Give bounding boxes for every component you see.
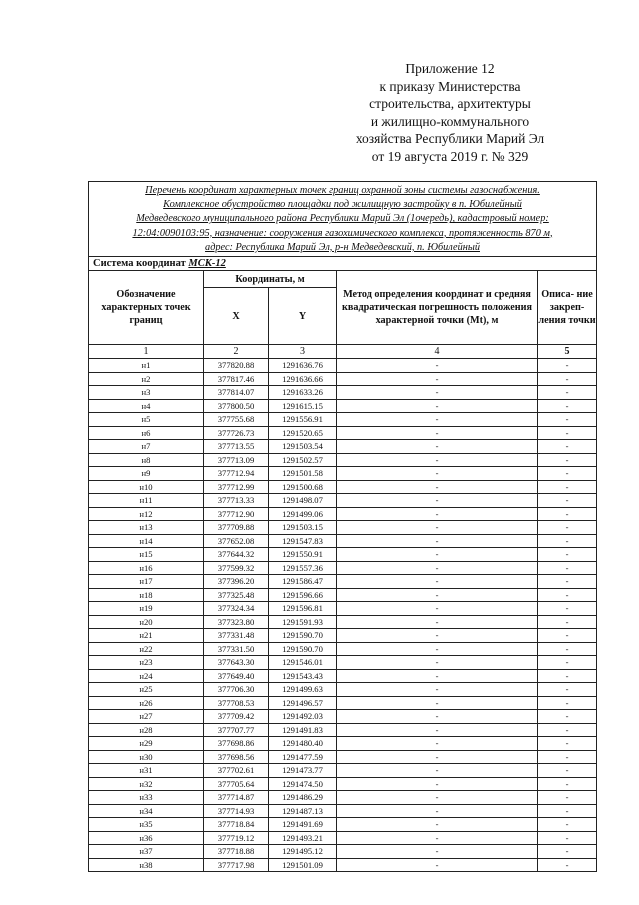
table-row	[89, 426, 597, 440]
coordinate-system-value: МСК-12	[188, 258, 226, 270]
table-row	[89, 507, 597, 521]
coord-y: 1291486.29	[269, 791, 337, 805]
method-value: -	[337, 372, 538, 386]
method-value: -	[337, 845, 538, 859]
coord-y: 1291491.83	[269, 723, 337, 737]
table-row	[89, 669, 597, 683]
description-value: -	[538, 588, 597, 602]
coord-x: 377714.87	[204, 791, 269, 805]
header-coordinates: Координаты, м	[204, 271, 337, 288]
coord-y: 1291596.81	[269, 602, 337, 616]
table-row	[89, 656, 597, 670]
coord-y: 1291590.70	[269, 629, 337, 643]
method-value: -	[337, 399, 538, 413]
table-row	[89, 534, 597, 548]
point-id: н7	[89, 440, 204, 454]
description-value: -	[538, 534, 597, 548]
coord-x: 377396.20	[204, 575, 269, 589]
table-row	[89, 575, 597, 589]
table-row	[89, 737, 597, 751]
description-value: -	[538, 480, 597, 494]
method-value: -	[337, 575, 538, 589]
table-row	[89, 480, 597, 494]
point-id: н6	[89, 426, 204, 440]
description-value: -	[538, 737, 597, 751]
table-row	[89, 372, 597, 386]
method-value: -	[337, 588, 538, 602]
point-id: н36	[89, 831, 204, 845]
method-value: -	[337, 710, 538, 724]
table-row	[89, 602, 597, 616]
coord-y: 1291500.68	[269, 480, 337, 494]
method-value: -	[337, 426, 538, 440]
table-row	[89, 723, 597, 737]
appendix-line: и жилищно-коммунального	[370, 113, 530, 129]
coord-x: 377717.98	[204, 858, 269, 872]
coordinate-system-row	[89, 257, 597, 271]
method-value: -	[337, 804, 538, 818]
coord-x: 377709.88	[204, 521, 269, 535]
appendix-line: к приказу Министерства	[379, 78, 521, 94]
method-value: -	[337, 696, 538, 710]
description-value: -	[538, 521, 597, 535]
method-value: -	[337, 548, 538, 562]
point-id: н4	[89, 399, 204, 413]
coord-x: 377705.64	[204, 777, 269, 791]
table-row	[89, 440, 597, 454]
method-value: -	[337, 467, 538, 481]
table-row	[89, 494, 597, 508]
description-value: -	[538, 399, 597, 413]
coord-x: 377702.61	[204, 764, 269, 778]
coord-x: 377599.32	[204, 561, 269, 575]
table-row	[89, 683, 597, 697]
method-value: -	[337, 534, 538, 548]
point-id: н26	[89, 696, 204, 710]
point-id: н20	[89, 615, 204, 629]
description-value: -	[538, 453, 597, 467]
table-row	[89, 548, 597, 562]
coord-x: 377800.50	[204, 399, 269, 413]
method-value: -	[337, 831, 538, 845]
appendix-line: Приложение 12	[405, 61, 495, 76]
coord-x: 377719.12	[204, 831, 269, 845]
point-id: н33	[89, 791, 204, 805]
method-value: -	[337, 683, 538, 697]
description-value: -	[538, 467, 597, 481]
coord-y: 1291520.65	[269, 426, 337, 440]
header-method: Метод определения координат и средняя квадратическая погрешность положения характерной точки (Mt), м	[337, 271, 538, 345]
column-number: 5	[538, 345, 597, 359]
coord-x: 377713.33	[204, 494, 269, 508]
description-value: -	[538, 561, 597, 575]
coord-y: 1291557.36	[269, 561, 337, 575]
method-value: -	[337, 777, 538, 791]
coord-y: 1291503.54	[269, 440, 337, 454]
point-id: н32	[89, 777, 204, 791]
description-value: -	[538, 683, 597, 697]
table-row	[89, 467, 597, 481]
description-value: -	[538, 804, 597, 818]
description-value: -	[538, 750, 597, 764]
description-value: -	[538, 359, 597, 373]
table-row	[89, 764, 597, 778]
coord-y: 1291492.03	[269, 710, 337, 724]
point-id: н14	[89, 534, 204, 548]
coord-y: 1291474.50	[269, 777, 337, 791]
description-value: -	[538, 858, 597, 872]
point-id: н30	[89, 750, 204, 764]
table-title	[89, 182, 597, 257]
column-number: 1	[89, 345, 204, 359]
description-value: -	[538, 669, 597, 683]
method-value: -	[337, 440, 538, 454]
method-value: -	[337, 791, 538, 805]
table-row	[89, 710, 597, 724]
coord-x: 377726.73	[204, 426, 269, 440]
appendix-line: от 19 августа 2019 г. № 329	[371, 148, 529, 164]
description-value: -	[538, 777, 597, 791]
coordinate-system-label: Система координат	[93, 258, 186, 270]
method-value: -	[337, 480, 538, 494]
column-number: 3	[269, 345, 337, 359]
method-value: -	[337, 750, 538, 764]
method-value: -	[337, 615, 538, 629]
point-id: н37	[89, 845, 204, 859]
point-id: н34	[89, 804, 204, 818]
coord-y: 1291503.15	[269, 521, 337, 535]
table-row	[89, 629, 597, 643]
coord-x: 377331.48	[204, 629, 269, 643]
coord-y: 1291496.57	[269, 696, 337, 710]
appendix-header	[330, 60, 570, 165]
table-row	[89, 696, 597, 710]
coord-x: 377714.93	[204, 804, 269, 818]
table-row	[89, 413, 597, 427]
coord-x: 377713.09	[204, 453, 269, 467]
coord-x: 377713.55	[204, 440, 269, 454]
coordinates-table	[88, 181, 597, 872]
description-value: -	[538, 831, 597, 845]
description-value: -	[538, 723, 597, 737]
point-id: н18	[89, 588, 204, 602]
point-id: н22	[89, 642, 204, 656]
description-value: -	[538, 615, 597, 629]
appendix-line: строительства, архитектуры	[369, 96, 531, 111]
method-value: -	[337, 642, 538, 656]
table-row	[89, 521, 597, 535]
coord-y: 1291636.66	[269, 372, 337, 386]
description-value: -	[538, 386, 597, 400]
point-id: н1	[89, 359, 204, 373]
coord-x: 377644.32	[204, 548, 269, 562]
point-id: н16	[89, 561, 204, 575]
header-description: Описа- ние закреп- ления точки	[538, 271, 597, 345]
point-id: н23	[89, 656, 204, 670]
description-value: -	[538, 440, 597, 454]
appendix-line: хозяйства Республики Марий Эл	[355, 131, 545, 146]
coord-y: 1291495.12	[269, 845, 337, 859]
coord-x: 377325.48	[204, 588, 269, 602]
description-value: -	[538, 507, 597, 521]
method-value: -	[337, 359, 538, 373]
point-id: н17	[89, 575, 204, 589]
coord-x: 377649.40	[204, 669, 269, 683]
point-id: н29	[89, 737, 204, 751]
method-value: -	[337, 386, 538, 400]
coord-x: 377706.30	[204, 683, 269, 697]
method-value: -	[337, 521, 538, 535]
description-value: -	[538, 602, 597, 616]
method-value: -	[337, 602, 538, 616]
coord-x: 377331.50	[204, 642, 269, 656]
table-row	[89, 818, 597, 832]
table-row	[89, 561, 597, 575]
point-id: н8	[89, 453, 204, 467]
table-title-line: Перечень координат характерных точек границ охранной зоны системы газоснабжения.	[145, 185, 540, 196]
coord-y: 1291543.43	[269, 669, 337, 683]
coord-y: 1291615.15	[269, 399, 337, 413]
description-value: -	[538, 548, 597, 562]
coord-y: 1291546.01	[269, 656, 337, 670]
header-y: Y	[269, 288, 337, 345]
table-title-line: Комплексное обустройство площадки под жилищную застройку в п. Юбилейный	[163, 199, 522, 211]
description-value: -	[538, 372, 597, 386]
table-row	[89, 804, 597, 818]
point-id: н21	[89, 629, 204, 643]
point-id: н3	[89, 386, 204, 400]
coord-x: 377817.46	[204, 372, 269, 386]
coord-x: 377820.88	[204, 359, 269, 373]
table-row	[89, 831, 597, 845]
point-id: н11	[89, 494, 204, 508]
table-row	[89, 453, 597, 467]
description-value: -	[538, 845, 597, 859]
coord-y: 1291547.83	[269, 534, 337, 548]
description-value: -	[538, 696, 597, 710]
method-value: -	[337, 656, 538, 670]
point-id: н24	[89, 669, 204, 683]
coord-x: 377323.80	[204, 615, 269, 629]
description-value: -	[538, 791, 597, 805]
point-id: н9	[89, 467, 204, 481]
method-value: -	[337, 723, 538, 737]
coord-y: 1291596.66	[269, 588, 337, 602]
coord-x: 377652.08	[204, 534, 269, 548]
table-row	[89, 588, 597, 602]
point-id: н13	[89, 521, 204, 535]
method-value: -	[337, 507, 538, 521]
point-id: н35	[89, 818, 204, 832]
coord-x: 377698.86	[204, 737, 269, 751]
coord-x: 377718.88	[204, 845, 269, 859]
coord-x: 377712.90	[204, 507, 269, 521]
coord-x: 377718.84	[204, 818, 269, 832]
point-id: н19	[89, 602, 204, 616]
point-id: н28	[89, 723, 204, 737]
point-id: н12	[89, 507, 204, 521]
table-row	[89, 642, 597, 656]
method-value: -	[337, 737, 538, 751]
coord-x: 377708.53	[204, 696, 269, 710]
table-row	[89, 399, 597, 413]
point-id: н15	[89, 548, 204, 562]
description-value: -	[538, 642, 597, 656]
table-title-line: адрес: Республика Марий Эл, р-н Медведевский, п. Юбилейный	[205, 241, 480, 253]
description-value: -	[538, 710, 597, 724]
coord-y: 1291591.93	[269, 615, 337, 629]
coord-y: 1291633.26	[269, 386, 337, 400]
coord-x: 377698.56	[204, 750, 269, 764]
method-value: -	[337, 494, 538, 508]
method-value: -	[337, 629, 538, 643]
coord-x: 377709.42	[204, 710, 269, 724]
method-value: -	[337, 453, 538, 467]
point-id: н10	[89, 480, 204, 494]
coord-x: 377814.07	[204, 386, 269, 400]
coord-x: 377712.94	[204, 467, 269, 481]
coord-y: 1291491.69	[269, 818, 337, 832]
coord-x: 377755.68	[204, 413, 269, 427]
coord-y: 1291498.07	[269, 494, 337, 508]
description-value: -	[538, 494, 597, 508]
description-value: -	[538, 413, 597, 427]
coord-y: 1291473.77	[269, 764, 337, 778]
point-id: н31	[89, 764, 204, 778]
coord-y: 1291586.47	[269, 575, 337, 589]
coord-y: 1291556.91	[269, 413, 337, 427]
method-value: -	[337, 764, 538, 778]
coord-x: 377707.77	[204, 723, 269, 737]
column-number: 2	[204, 345, 269, 359]
point-id: н25	[89, 683, 204, 697]
table-row	[89, 615, 597, 629]
table-row	[89, 386, 597, 400]
coord-x: 377712.99	[204, 480, 269, 494]
description-value: -	[538, 575, 597, 589]
description-value: -	[538, 629, 597, 643]
coord-y: 1291550.91	[269, 548, 337, 562]
coord-x: 377324.34	[204, 602, 269, 616]
description-value: -	[538, 818, 597, 832]
coord-y: 1291499.63	[269, 683, 337, 697]
point-id: н2	[89, 372, 204, 386]
description-value: -	[538, 426, 597, 440]
coord-y: 1291590.70	[269, 642, 337, 656]
table-row	[89, 777, 597, 791]
point-id: н38	[89, 858, 204, 872]
table-title-line: Медведевского муниципального района Республики Марий Эл (1очередь), кадастровый номер:	[136, 213, 549, 225]
coord-y: 1291477.59	[269, 750, 337, 764]
coord-y: 1291636.76	[269, 359, 337, 373]
method-value: -	[337, 858, 538, 872]
coord-y: 1291499.06	[269, 507, 337, 521]
table-title-line: 12:04:0090103:95, назначение: сооружения газохимического комплекса, протяженность 870 м,	[132, 227, 553, 239]
description-value: -	[538, 656, 597, 670]
coord-y: 1291493.21	[269, 831, 337, 845]
coord-y: 1291501.58	[269, 467, 337, 481]
point-id: н5	[89, 413, 204, 427]
table-row	[89, 858, 597, 872]
method-value: -	[337, 413, 538, 427]
table-row	[89, 845, 597, 859]
coord-y: 1291501.09	[269, 858, 337, 872]
table-row	[89, 750, 597, 764]
column-number: 4	[337, 345, 538, 359]
table-row	[89, 359, 597, 373]
method-value: -	[337, 818, 538, 832]
method-value: -	[337, 561, 538, 575]
header-designation: Обозначение характерных точек границ	[89, 271, 204, 345]
point-id: н27	[89, 710, 204, 724]
header-x: X	[204, 288, 269, 345]
coord-y: 1291480.40	[269, 737, 337, 751]
coord-y: 1291487.13	[269, 804, 337, 818]
coord-x: 377643.30	[204, 656, 269, 670]
description-value: -	[538, 764, 597, 778]
table-row	[89, 791, 597, 805]
coord-y: 1291502.57	[269, 453, 337, 467]
method-value: -	[337, 669, 538, 683]
